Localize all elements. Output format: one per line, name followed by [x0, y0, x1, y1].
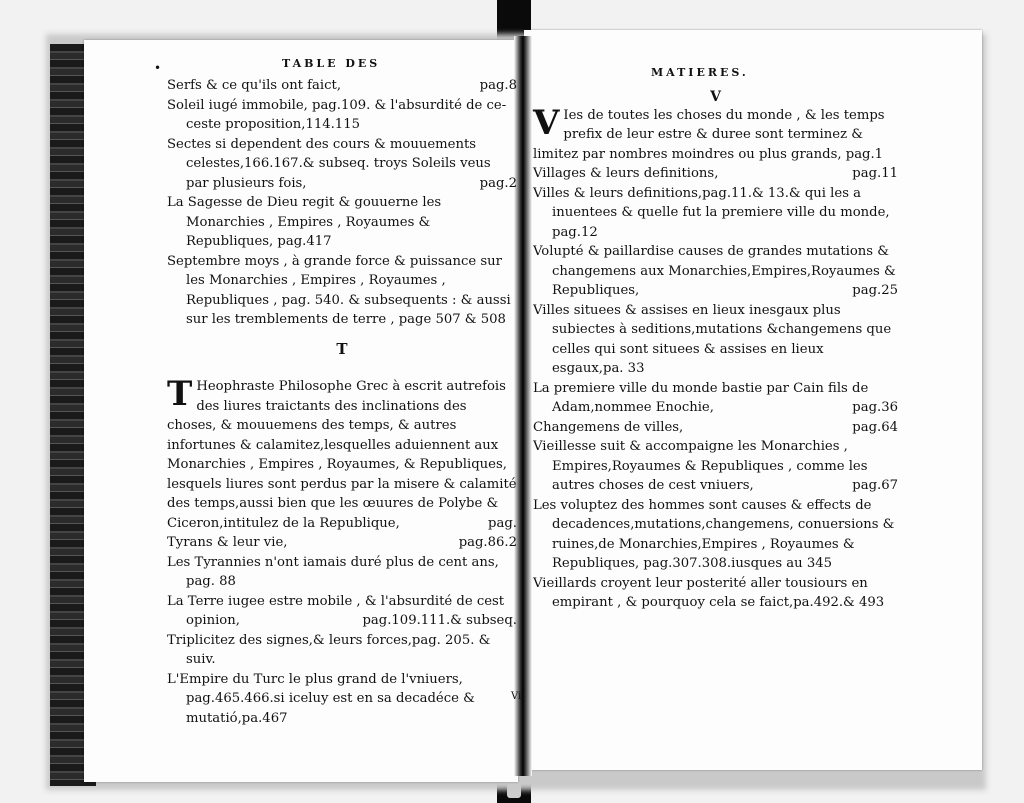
index-entry: La premiere ville du monde bastie par Cain fils de Adam,nommee Enochie, pag.36 — [533, 380, 898, 415]
index-entry: Triplicitez des signes,& leurs forces,pag. 205. & suiv. — [167, 632, 491, 667]
index-entry: Soleil iugé immobile, pag.109. & l'absurdité de ce-ceste proposition,114.115 — [167, 97, 507, 132]
drop-cap: V — [533, 102, 560, 143]
index-entry: Serfs & ce qu'ils ont faict, pag.8 — [167, 78, 517, 93]
index-entry: Les Tyrannies n'ont iamais duré plus de cent ans, pag. 88 — [167, 554, 499, 589]
page-dot: • — [154, 61, 162, 75]
right-index-column — [533, 88, 898, 613]
index-entry: La Terre iugee estre mobile , & l'absurdité de cest opinion, pag.109.111.& subseq. — [167, 593, 517, 628]
right-header: MATIERES. — [651, 66, 749, 79]
left-header: TABLE DES — [282, 57, 381, 70]
index-entry: Les voluptez des hommes sont causes & effects de decadences,mutations,changemens, conuersions & ruines,de Monarchies,Empires , Royaumes & Republiques, pag.307.308.iusques au 345 — [533, 497, 895, 571]
section-letter-t: T — [336, 339, 348, 358]
section-letter-v: V — [710, 89, 721, 105]
index-entry: Villes & leurs definitions,pag.11.& 13.& qui les a inuentees & quelle fut la premiere ville du monde, pag.12 — [533, 185, 890, 240]
index-entry: Volupté & paillardise causes de grandes mutations & changemens aux Monarchies,Empires,Royaumes & Republiques, pag.25 — [533, 244, 898, 298]
index-entry: Septembre moys , à grande force & puissance sur les Monarchies , Empires , Royaumes , Republiques , pag. 540. & subsequents : & aussi sur les tremblements de terre , page 507 & 508 — [167, 253, 511, 327]
theophraste-paragraph: T Heophraste Philosophe Grec à escrit autrefois des liures traictants des inclinations des choses, & mouuemens des temps, & autres infortunes & calamitez,lesquelles aduiennent aux Monarchies , Empires , Royaumes, & Republiques, lesquels liures sont perdus par la misere & calamité des temps,aussi bien que les œuures de Polybe & Ciceron,intitulez de la Republique, pag. — [167, 374, 517, 531]
index-entry: Vieillards croyent leur posterité aller tousiours en empirant , & pourquoy cela se faict,pa.492.& 493 — [533, 575, 885, 610]
vies-paragraph: V Ies de toutes les choses du monde , & les temps prefix de leur estre & duree sont terminez & limitez par nombres moindres ou plus grands, pag.1 — [533, 102, 885, 162]
index-entry: Villages & leurs definitions, pag.11 — [533, 166, 898, 181]
index-entry: La Sagesse de Dieu regit & gouuerne les Monarchies , Empires , Royaumes & Republiques, pag.417 — [167, 195, 442, 249]
index-entry: L'Empire du Turc le plus grand de l'vniuers, pag.465.466.si iceluy est en sa decadéce & mutatió,pa.467 — [167, 671, 475, 726]
index-entry: Sectes si dependent des cours & mouuements celestes,166.167.& subseq. troys Soleils veus par plusieurs fois, pag.2 — [167, 136, 517, 191]
left-index-column — [167, 76, 517, 728]
index-entry: Changemens de villes, pag.64 — [533, 419, 898, 435]
catchword: Vi — [511, 691, 522, 702]
drop-cap: T — [167, 374, 193, 414]
index-entry: Villes situees & assises en lieux inesgaux plus subiectes à seditions,mutations &changemens que celles qui sont situees & assises en lieux esgaux,pa. 33 — [533, 302, 892, 376]
index-entry: Vieillesse suit & accompaigne les Monarchies , Empires,Royaumes & Republiques , comme les autres choses de cest vniuers, pag.67 — [533, 439, 898, 493]
index-entry: Tyrans & leur vie, pag.86.2 — [167, 535, 517, 550]
